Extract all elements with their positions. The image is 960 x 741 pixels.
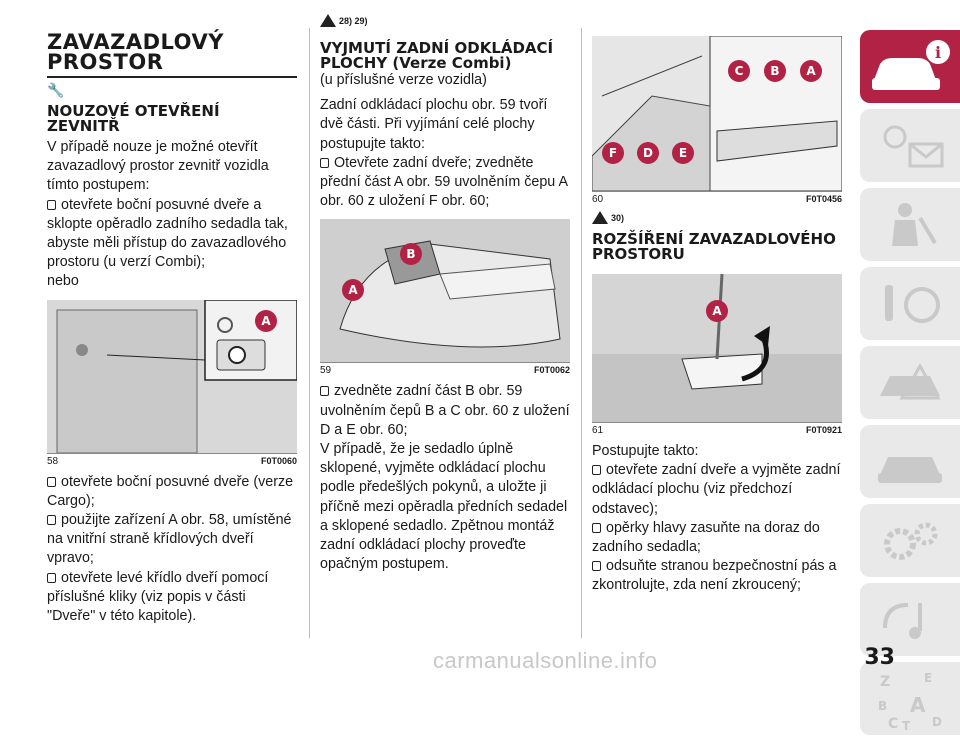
index-letter-d: D: [932, 715, 942, 729]
tab-starting-driving[interactable]: [860, 267, 960, 340]
bullet-4: otevřete levé křídlo dveří pomocí příslušné kliky (viz popis v části "Dveře" v této kapitole).: [47, 569, 297, 627]
expand-intro: Postupujte takto:: [592, 443, 699, 459]
figure-60-caption: [592, 194, 842, 205]
warning-numbers: 28) 29): [339, 15, 368, 26]
warning-lights-icon: [860, 109, 960, 182]
index-icon: [860, 662, 960, 735]
index-letter-b: B: [878, 699, 888, 713]
section-title-shelf: VYJMUTÍ ZADNÍ ODKLÁDACÍ PLOCHY (Verze Combi): [320, 39, 554, 72]
intro-text: V případě nouze je možné otevřít zavazadlový prostor zevnitř vozidla tímto postupem:: [47, 139, 269, 194]
warning-triangle-icon: [320, 14, 336, 27]
bullet-3: použijte zařízení A obr. 58, umístěné na vnitřní straně křídlových dveří vpravo;: [47, 511, 297, 569]
figure-61-number: 61: [592, 425, 604, 436]
car-wrench-icon: 🔧: [47, 82, 65, 98]
tab-safety[interactable]: [860, 188, 960, 261]
figure-60-label-b: B: [764, 60, 786, 82]
figure-61-code: F0T0921: [805, 425, 842, 435]
expand-bullet-3: odsuňte stranou bezpečnostní pás a zkontrolujte, zda není zkroucený;: [592, 557, 842, 595]
column-divider-1: [309, 28, 310, 638]
shelf-bullet-1: Otevřete zadní dveře; zvedněte přední část A obr. 59 uvolněním čepu A obr. 60 z uložení F obr. 60;: [320, 154, 570, 212]
figure-61-label-a: A: [706, 300, 728, 322]
steering-key-icon: [860, 267, 960, 340]
tab-technical-data[interactable]: [860, 504, 960, 577]
figure-60-label-d: D: [637, 142, 659, 164]
service-car-icon: [860, 425, 960, 498]
tab-maintenance[interactable]: [860, 425, 960, 498]
figure-60-number: 60: [592, 194, 604, 205]
figure-58-code: F0T0060: [260, 455, 297, 466]
tab-warning-lights[interactable]: [860, 109, 960, 182]
column-1: [47, 22, 297, 626]
tab-index[interactable]: [860, 662, 960, 735]
figure-58: [47, 300, 297, 454]
figure-59-caption: [320, 365, 570, 376]
warning-reference: [320, 14, 570, 27]
figure-60-label-a: A: [800, 60, 822, 82]
figure-59-label-a: A: [342, 279, 364, 301]
warning-reference-30: [592, 211, 842, 224]
figure-61: [592, 274, 842, 423]
section-subtitle-emergency: NOUZOVÉ OTEVŘENÍ ZEVNITŘ: [47, 102, 220, 135]
figure-59: [320, 219, 570, 363]
figure-60-label-f: F: [602, 142, 624, 164]
title-rule: [47, 76, 297, 78]
page-number: 33: [864, 645, 895, 670]
figure-61-image: [592, 274, 842, 422]
bullet-1: otevřete boční posuvné dveře a sklopte opěradlo zadního sedadla tak, abyste měli přístup do zavazadlového prostoru (u verzí Combi);: [47, 196, 297, 273]
column-3: [592, 36, 842, 596]
column-divider-2: [581, 28, 582, 638]
shelf-text-2: V případě, že je sedadlo úplně sklopené, vyjměte odkládací plochu podle předešlých pokynů, a uložte ji příčně mezi opěradla předních sedadel a sklopené sedadlo. Zpětnou montáž zadní odkládací plochy proveďte opačným postupem.: [320, 441, 568, 573]
figure-60-code: F0T0456: [805, 194, 842, 204]
figure-60: [592, 36, 842, 192]
figure-59-number: 59: [320, 365, 332, 377]
breakdown-icon: [860, 346, 960, 419]
watermark: carmanualsonline.info: [433, 648, 658, 673]
warning-number: 30): [611, 212, 625, 223]
figure-61-caption: [592, 425, 842, 436]
index-letter-t: T: [902, 719, 911, 733]
figure-58-caption: [47, 456, 297, 467]
figure-60-label-e: E: [672, 142, 694, 164]
shelf-text-1: Zadní odkládací plochu obr. 59 tvoří dvě části. Při vyjímání celé plochy postupujte takto:: [320, 97, 548, 152]
tab-car-info[interactable]: [860, 30, 960, 103]
gears-icon: [860, 504, 960, 577]
figure-58-label-a: A: [255, 310, 277, 332]
airbag-seat-icon: [860, 188, 960, 261]
shelf-bullet-2: zvedněte zadní část B obr. 59 uvolněním čepů B a C obr. 60 z uložení D a E obr. 60;: [320, 382, 570, 440]
expand-bullet-1: otevřete zadní dveře a vyjměte zadní odkládací plochu (viz předchozí odstavec);: [592, 461, 842, 519]
section-title-luggage: ZAVAZADLOVÝ PROSTOR: [47, 30, 224, 74]
or-text: nebo: [47, 273, 79, 290]
version-note: (u příslušné verze vozidla): [320, 72, 487, 88]
figure-59-code: F0T0062: [533, 365, 570, 376]
bullet-2: otevřete boční posuvné dveře (verze Cargo);: [47, 473, 297, 511]
car-info-icon: [860, 30, 960, 103]
index-letter-z: Z: [880, 674, 891, 690]
chapter-tabs: [847, 30, 960, 741]
expand-bullet-2: opěrky hlavy zasuňte na doraz do zadního sedadla;: [592, 519, 842, 557]
column-2: [320, 14, 570, 574]
index-letter-e: E: [924, 671, 933, 685]
figure-58-number: 58: [47, 455, 59, 467]
index-letter-a: A: [910, 693, 926, 717]
section-title-expand: ROZŠÍŘENÍ ZAVAZADLOVÉHO PROSTORU: [592, 230, 836, 263]
figure-60-image: [592, 36, 842, 191]
svg-text:i: i: [934, 43, 942, 62]
figure-60-label-c: C: [728, 60, 750, 82]
figure-59-label-b: B: [400, 243, 422, 265]
index-letter-c: C: [888, 716, 899, 732]
warning-triangle-icon: [592, 211, 608, 224]
tab-emergency[interactable]: [860, 346, 960, 419]
